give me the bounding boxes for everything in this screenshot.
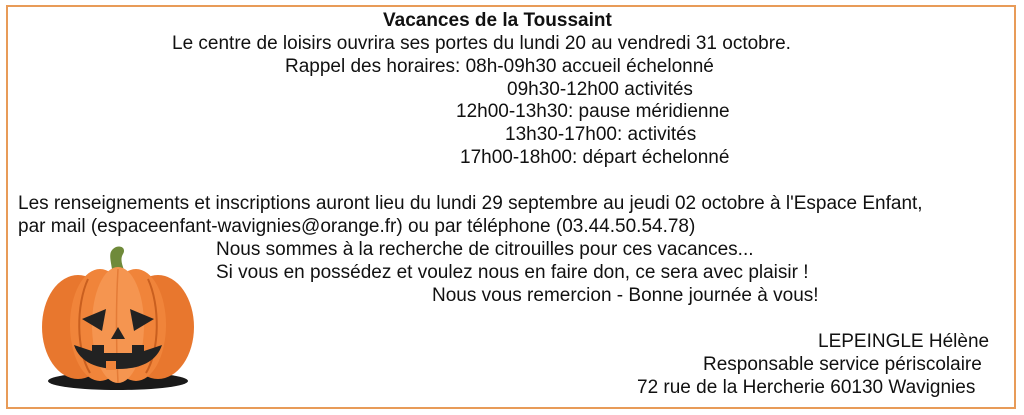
- thanks-message: Nous vous remercion - Bonne journée à vous!: [432, 285, 819, 306]
- schedule-item: 12h00-13h30: pause méridienne: [456, 101, 730, 122]
- jack-o-lantern-icon: [38, 245, 198, 395]
- schedule-item: 13h30-17h00: activités: [505, 124, 697, 145]
- registration-info: Les renseignements et inscriptions auront lieu du lundi 29 septembre au jeudi 02 octobre à l'Espace Enfant,: [18, 193, 923, 214]
- signature-name: LEPEINGLE Hélène: [818, 331, 990, 352]
- schedule-item: 17h00-18h00: départ échelonné: [460, 147, 730, 168]
- pumpkin-request: Nous sommes à la recherche de citrouilles pour ces vacances...: [216, 239, 754, 260]
- notice-title: Vacances de la Toussaint: [383, 10, 612, 31]
- registration-contact: par mail (espaceenfant-wavignies@orange.fr) ou par téléphone (03.44.50.54.78): [18, 216, 696, 237]
- pumpkin-donation: Si vous en possédez et voulez nous en faire don, ce sera avec plaisir !: [216, 262, 809, 283]
- signature-address: 72 rue de la Hercherie 60130 Wavignies: [637, 377, 976, 398]
- schedule-item: 09h30-12h00 activités: [507, 79, 693, 100]
- opening-dates: Le centre de loisirs ouvrira ses portes du lundi 20 au vendredi 31 octobre.: [172, 33, 791, 54]
- schedule-intro: Rappel des horaires: 08h-09h30 accueil échelonné: [285, 56, 714, 77]
- signature-role: Responsable service périscolaire: [703, 354, 982, 375]
